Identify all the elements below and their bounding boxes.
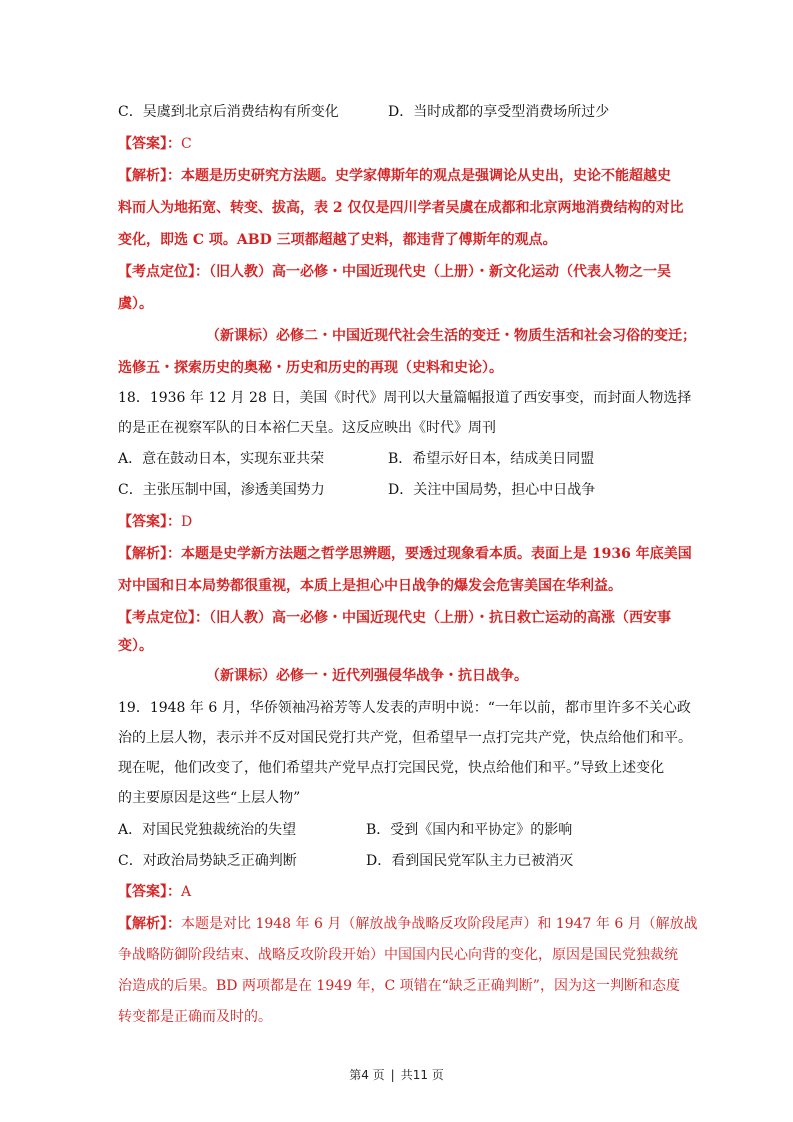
answer-value: A — [181, 884, 192, 900]
q18-option-d: D．关注中国局势，担心中日战争 — [388, 482, 596, 498]
q17-xinkebiao-line-1: （新课标）必修二・中国近现代社会生活的变迁・物质生活和社会习俗的变迁； — [206, 328, 696, 344]
kaodian-label: 【考点定位】： — [118, 610, 209, 626]
q18-kaodian-line-2: 变）。 — [118, 638, 153, 654]
analysis-text: 本题是史学新方法题之哲学思辨题，要透过现象看本质。表面上是 1936 年底美国 — [181, 546, 692, 562]
q19-answer — [118, 882, 678, 902]
answer-label: 【答案】： — [118, 514, 181, 530]
q19-option-d: D．看到国民党军队主力已被消灭 — [366, 853, 574, 869]
q19-analysis-line-2: 争战略防御阶段结束、战略反攻阶段开始）中国国内民心向背的变化，原因是国民党独裁统 — [118, 947, 678, 963]
q18-kaodian-line-1 — [118, 608, 678, 628]
q19-analysis-line-3: 治造成的后果。BD 两项都是在 1949 年，C 项错在“缺乏正确判断”，因为这一判断和态度 — [118, 978, 680, 994]
q19-analysis-line-1 — [118, 914, 698, 934]
q19-stem-line-4: 的主要原因是这些“上层人物” — [118, 790, 301, 806]
q19-option-c: C．对政治局势缺乏正确判断 — [118, 853, 297, 869]
q18-option-b: B．希望示好日本，结成美日同盟 — [388, 451, 595, 467]
q17-option-c: C．吴虞到北京后消费结构有所变化 — [118, 104, 339, 120]
kaodian-text: （旧人教）高一必修・中国近现代史（上册）・抗日救亡运动的高涨（西安事 — [209, 610, 671, 626]
q18-answer — [118, 512, 678, 532]
q18-option-c: C．主张压制中国，渗透美国势力 — [118, 482, 325, 498]
q17-option-d: D．当时成都的享受型消费场所过少 — [388, 104, 610, 120]
q17-analysis-line-2: 料而人为地拓宽、转变、拔高，表 2 仅仅是四川学者吴虞在成都和北京两地消费结构的对比 — [118, 200, 684, 216]
q17-analysis-line-3: 变化，即选 C 项。ABD 三项都超越了史料，都违背了傅斯年的观点。 — [118, 232, 557, 248]
q17-analysis-line-1 — [118, 166, 678, 186]
q18-analysis-line-1 — [118, 544, 692, 564]
q18-stem-line-2: 的是正在视察军队的日本裕仁天皇。这反应映出《时代》周刊 — [118, 420, 496, 436]
q19-stem-line-1: 19．1948 年 6 月，华侨领袖冯裕芳等人发表的声明中说：“一年以前，都市里许多不关心政 — [118, 700, 691, 716]
q17-kaodian-line-1 — [118, 262, 678, 282]
analysis-label: 【解析】： — [118, 546, 181, 562]
footer-separator: | — [390, 1068, 395, 1082]
analysis-label: 【解析】： — [118, 168, 181, 184]
answer-label: 【答案】： — [118, 136, 181, 152]
q17-answer — [118, 134, 678, 154]
answer-value: D — [181, 514, 193, 530]
q18-stem-line-1: 18．1936 年 12 月 28 日，美国《时代》周刊以大量篇幅报道了西安事变，而封面人物选择 — [118, 390, 692, 406]
answer-value: C — [181, 136, 192, 152]
analysis-text: 本题是对比 1948 年 6 月（解放战争战略反攻阶段尾声）和 1947 年 6 月（解放战 — [181, 916, 698, 932]
analysis-text: 本题是历史研究方法题。史学家傅斯年的观点是强调论从史出，史论不能超越史 — [181, 168, 671, 184]
q18-xinkebiao-line-1: （新课标）必修一・近代列强侵华战争・抗日战争。 — [206, 668, 528, 684]
kaodian-text: （旧人教）高一必修・中国近现代史（上册）・新文化运动（代表人物之一吴 — [209, 264, 671, 280]
page-total: 共11 页 — [400, 1068, 444, 1082]
page-footer — [0, 1066, 793, 1083]
q19-stem-line-2: 治的上层人物，表示并不反对国民党打共产党，但希望早一点打完共产党，快点给他们和平。 — [118, 730, 692, 746]
q18-option-a: A．意在鼓动日本，实现东亚共荣 — [118, 451, 325, 467]
analysis-label: 【解析】： — [118, 916, 181, 932]
q18-analysis-line-2: 对中国和日本局势都很重视，本质上是担心中日战争的爆发会危害美国在华利益。 — [118, 578, 622, 594]
q19-stem-line-3: 现在呢，他们改变了，他们希望共产党早点打完国民党，快点给他们和平。”导致上述变化 — [118, 760, 665, 776]
q17-xinkebiao-line-2: 选修五・探索历史的奥秘・历史和历史的再现（史料和史论）。 — [118, 360, 503, 376]
kaodian-label: 【考点定位】： — [118, 264, 209, 280]
q19-option-a: A．对国民党独裁统治的失望 — [118, 822, 297, 838]
q17-kaodian-line-2: 虞）。 — [118, 296, 153, 312]
q19-analysis-line-4: 转变都是正确而及时的。 — [118, 1009, 272, 1025]
q19-option-b: B．受到《国内和平协定》的影响 — [366, 822, 573, 838]
answer-label: 【答案】： — [118, 884, 181, 900]
page-number: 第4 页 — [349, 1068, 385, 1082]
